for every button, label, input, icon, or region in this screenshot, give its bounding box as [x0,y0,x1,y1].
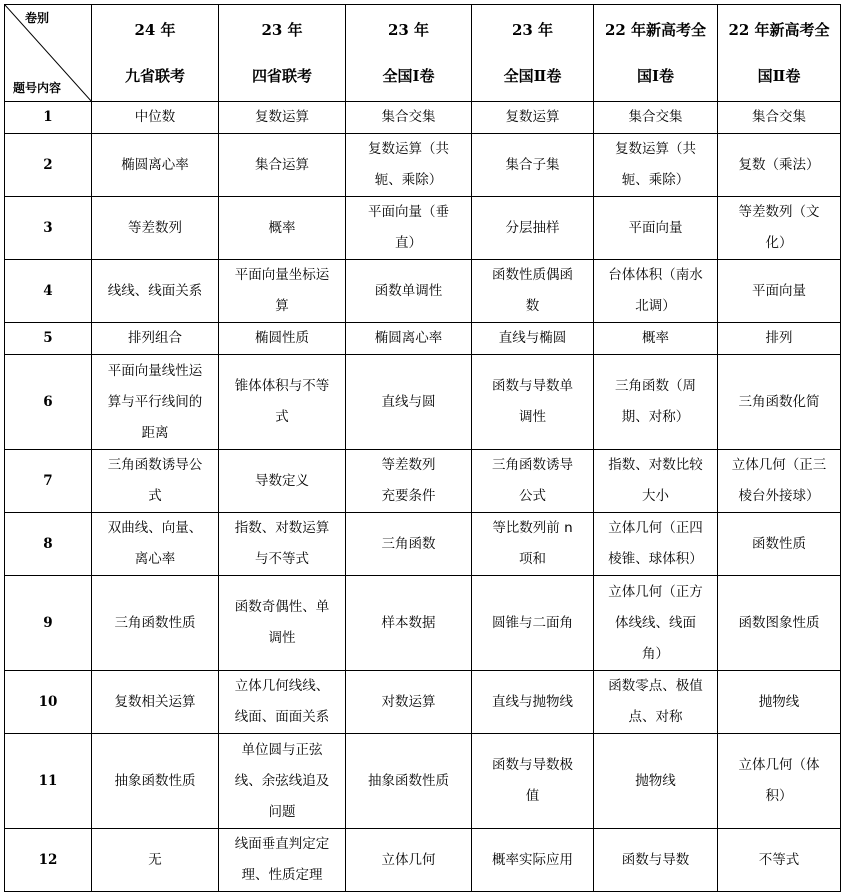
topic-cell [92,134,219,197]
question-number-cell: 10 [5,671,92,734]
topic-cell [472,513,594,576]
topic-text: 式 [148,488,162,504]
topic-text: 椭圆性质 [255,330,309,346]
topic-text: 函数与导数单 [492,378,573,394]
column-header: 23 年 全国Ⅱ卷 [472,5,594,102]
corner-header-cell [5,5,92,102]
topic-text: 函数性质 [752,535,806,552]
topic-cell [219,513,346,576]
corner-label-paper: 卷别 [24,11,49,25]
topic-text: 台体体积（南水 [608,267,703,283]
topic-text: 值 [525,788,540,804]
topic-cell [346,260,472,323]
exam-topic-table [4,4,841,892]
topic-cell [472,197,594,260]
topic-text: 线线、线面关系 [107,282,203,299]
topic-text: 函数零点、极值 [608,678,703,694]
topic-cell [92,323,219,355]
topic-text: 双曲线、向量、 [107,520,203,536]
topic-cell [718,671,841,734]
topic-text: 积） [765,788,793,804]
topic-text: 集合运算 [255,156,309,173]
table-body [5,102,841,892]
topic-text: 调性 [268,630,296,646]
topic-cell [219,134,346,197]
topic-text: 棱锥、球体积） [608,551,703,567]
topic-cell [594,260,718,323]
topic-text: 项和 [519,551,546,567]
topic-cell [472,134,594,197]
topic-text: 线、余弦线追及 [234,772,330,789]
topic-text: 指数、对数运算 [234,520,330,536]
topic-text: 抽象函数性质 [368,772,449,789]
table-row [5,134,841,197]
topic-cell [219,260,346,323]
topic-text: 复数相关运算 [114,693,196,710]
topic-text: 直线与圆 [381,393,436,410]
topic-cell [472,260,594,323]
topic-text: 排列 [765,330,793,346]
topic-text: 指数、对数比较 [608,457,703,473]
topic-text: 复数运算 [255,109,309,125]
topic-cell [718,829,841,892]
table-row [5,734,841,829]
topic-text: 大小 [642,488,669,504]
topic-cell [92,450,219,513]
topic-text: 平面向量（垂 [368,204,449,220]
topic-text: 椭圆离心率 [121,156,189,173]
topic-text: 直线与椭圆 [498,330,567,346]
column-header: 22 年新高考全 国Ⅰ卷 [594,5,718,102]
topic-text: 等差数列（文 [738,204,820,220]
topic-cell [346,513,472,576]
topic-cell [472,450,594,513]
topic-text: 棱台外接球） [738,488,820,504]
topic-text: 点、对称 [628,709,683,725]
topic-text: 立体几何（正方 [608,583,703,600]
topic-text: 函数与导数 [621,851,690,868]
topic-cell [472,323,594,355]
topic-cell [219,671,346,734]
topic-text: 函数性质偶函 [492,267,573,283]
table-row [5,829,841,892]
topic-text: 抛物线 [635,772,676,789]
question-number-cell: 11 [5,734,92,829]
topic-text: 线面垂直判定定 [234,836,330,852]
table-row [5,260,841,323]
column-header: 23 年 四省联考 [219,5,346,102]
topic-text: 单位圆与正弦 [241,741,323,758]
topic-text: 等差数列 [128,219,182,236]
topic-text: 复数运算（共 [615,141,696,157]
topic-cell [219,734,346,829]
table-row [5,102,841,134]
topic-text: 分层抽样 [505,219,560,236]
question-number-cell: 12 [5,829,92,892]
question-number-cell: 2 [5,134,92,197]
topic-text: 直） [395,235,422,251]
topic-cell [718,134,841,197]
topic-cell [594,102,718,134]
topic-cell [594,355,718,450]
topic-text: 抛物线 [758,693,800,710]
question-number-cell: 7 [5,450,92,513]
topic-cell [472,734,594,829]
topic-cell [718,102,841,134]
topic-text: 等差数列 [381,457,436,473]
table-row [5,513,841,576]
topic-text: 期、对称） [621,409,690,425]
column-header: 23 年 全国Ⅰ卷 [346,5,472,102]
topic-text: 轭、乘除） [621,172,690,188]
topic-cell [346,323,472,355]
topic-text: 化） [765,235,793,251]
topic-cell [472,829,594,892]
topic-cell [219,450,346,513]
table-row [5,450,841,513]
topic-text: 体线线、线面 [615,614,696,631]
table-row [5,197,841,260]
topic-cell [92,576,219,671]
topic-text: 直线与抛物线 [492,693,573,710]
topic-text: 抽象函数性质 [114,772,196,789]
question-number-cell: 5 [5,323,92,355]
topic-text: 离心率 [134,551,176,567]
topic-cell [718,450,841,513]
table-row [5,323,841,355]
topic-text: 复数运算（共 [368,141,449,157]
question-number-cell: 1 [5,102,92,134]
column-header: 22 年新高考全 国Ⅱ卷 [718,5,841,102]
topic-cell [219,102,346,134]
topic-text: 角） [642,645,669,662]
topic-cell [219,355,346,450]
topic-text: 锥体体积与不等 [234,378,330,394]
topic-cell [718,576,841,671]
topic-text: 集合子集 [505,156,560,173]
topic-text: 三角函数化简 [738,393,820,410]
topic-cell [718,513,841,576]
question-number-cell: 8 [5,513,92,576]
topic-cell [92,671,219,734]
topic-text: 平面向量线性运 [107,362,203,379]
topic-text: 函数单调性 [374,282,443,299]
table-row [5,576,841,671]
topic-text: 三角函数性质 [114,614,196,631]
topic-cell [92,829,219,892]
topic-text: 集合交集 [628,109,683,125]
topic-text: 立体几何（正四 [608,520,703,536]
topic-cell [346,671,472,734]
topic-cell [219,323,346,355]
topic-cell [346,197,472,260]
topic-text: 概率实际应用 [492,851,573,868]
topic-cell [718,734,841,829]
topic-text: 问题 [268,803,296,820]
topic-text: 三角函数（周 [615,378,696,394]
topic-text: 概率 [268,219,296,236]
topic-cell [472,576,594,671]
topic-text: 北调） [635,298,676,314]
topic-text: 函数奇偶性、单 [234,599,330,615]
topic-cell [219,829,346,892]
topic-text: 平面向量 [752,282,806,299]
question-number-cell: 4 [5,260,92,323]
topic-cell [594,197,718,260]
topic-text: 椭圆离心率 [374,330,443,346]
topic-text: 对数运算 [381,693,436,710]
topic-text: 平面向量 [628,219,683,236]
topic-text: 线面、面面关系 [234,709,330,725]
topic-cell [594,513,718,576]
topic-text: 调性 [519,409,546,425]
topic-text: 与不等式 [255,551,309,567]
topic-cell [472,355,594,450]
topic-text: 导数定义 [255,472,309,489]
topic-text: 数 [525,298,540,314]
topic-cell [472,671,594,734]
topic-text: 距离 [141,424,169,441]
topic-cell [718,355,841,450]
header-row [5,5,841,102]
question-number-cell: 3 [5,197,92,260]
topic-cell [219,197,346,260]
topic-cell [594,829,718,892]
topic-cell [594,671,718,734]
topic-text: 算与平行线间的 [107,393,203,410]
topic-cell [92,734,219,829]
topic-cell [594,450,718,513]
table-row [5,355,841,450]
topic-text: 式 [275,409,289,425]
topic-cell [219,576,346,671]
topic-text: 函数图象性质 [738,614,820,631]
topic-cell [594,734,718,829]
topic-text: 三角函数诱导公 [107,457,203,473]
topic-cell [346,355,472,450]
topic-text: 三角函数 [381,535,436,552]
topic-text: 轭、乘除） [374,172,443,188]
topic-text: 集合交集 [381,109,436,125]
topic-cell [346,450,472,513]
corner-label-question: 题号内容 [13,81,62,95]
topic-text: 样本数据 [381,614,436,631]
topic-text: 立体几何 [381,851,436,868]
topic-text: 立体几何（体 [738,757,820,773]
topic-cell [472,102,594,134]
topic-cell [92,260,219,323]
topic-text: 算 [275,298,289,314]
topic-text: 三角函数诱导 [492,457,573,473]
topic-cell [718,323,841,355]
topic-cell [92,513,219,576]
topic-cell [594,576,718,671]
topic-text: 平面向量坐标运 [234,267,330,283]
topic-text: 等比数列前 n [492,520,573,536]
topic-cell [346,829,472,892]
topic-cell [718,260,841,323]
topic-text: 复数运算 [505,109,560,125]
topic-text: 充要条件 [381,488,436,504]
topic-text: 排列组合 [128,330,182,346]
topic-text: 不等式 [758,851,800,868]
topic-text: 集合交集 [752,109,806,125]
topic-text: 无 [148,851,162,868]
topic-cell [346,734,472,829]
topic-text: 公式 [519,488,546,504]
topic-text: 立体几何线线、 [234,678,330,694]
topic-text: 中位数 [134,109,176,125]
topic-text: 立体几何（正三 [731,457,827,473]
question-number-cell: 6 [5,355,92,450]
topic-cell [346,102,472,134]
topic-cell [718,197,841,260]
topic-text: 函数与导数极 [492,757,573,773]
topic-cell [594,323,718,355]
topic-text: 复数（乘法） [738,156,820,173]
column-header: 24 年 九省联考 [92,5,219,102]
topic-cell [92,102,219,134]
topic-cell [92,355,219,450]
topic-cell [92,197,219,260]
table-row [5,671,841,734]
topic-text: 圆锥与二面角 [492,614,573,631]
topic-cell [346,134,472,197]
topic-cell [346,576,472,671]
topic-text: 理、性质定理 [241,867,323,883]
topic-text: 概率 [642,330,669,346]
question-number-cell: 9 [5,576,92,671]
topic-cell [594,134,718,197]
